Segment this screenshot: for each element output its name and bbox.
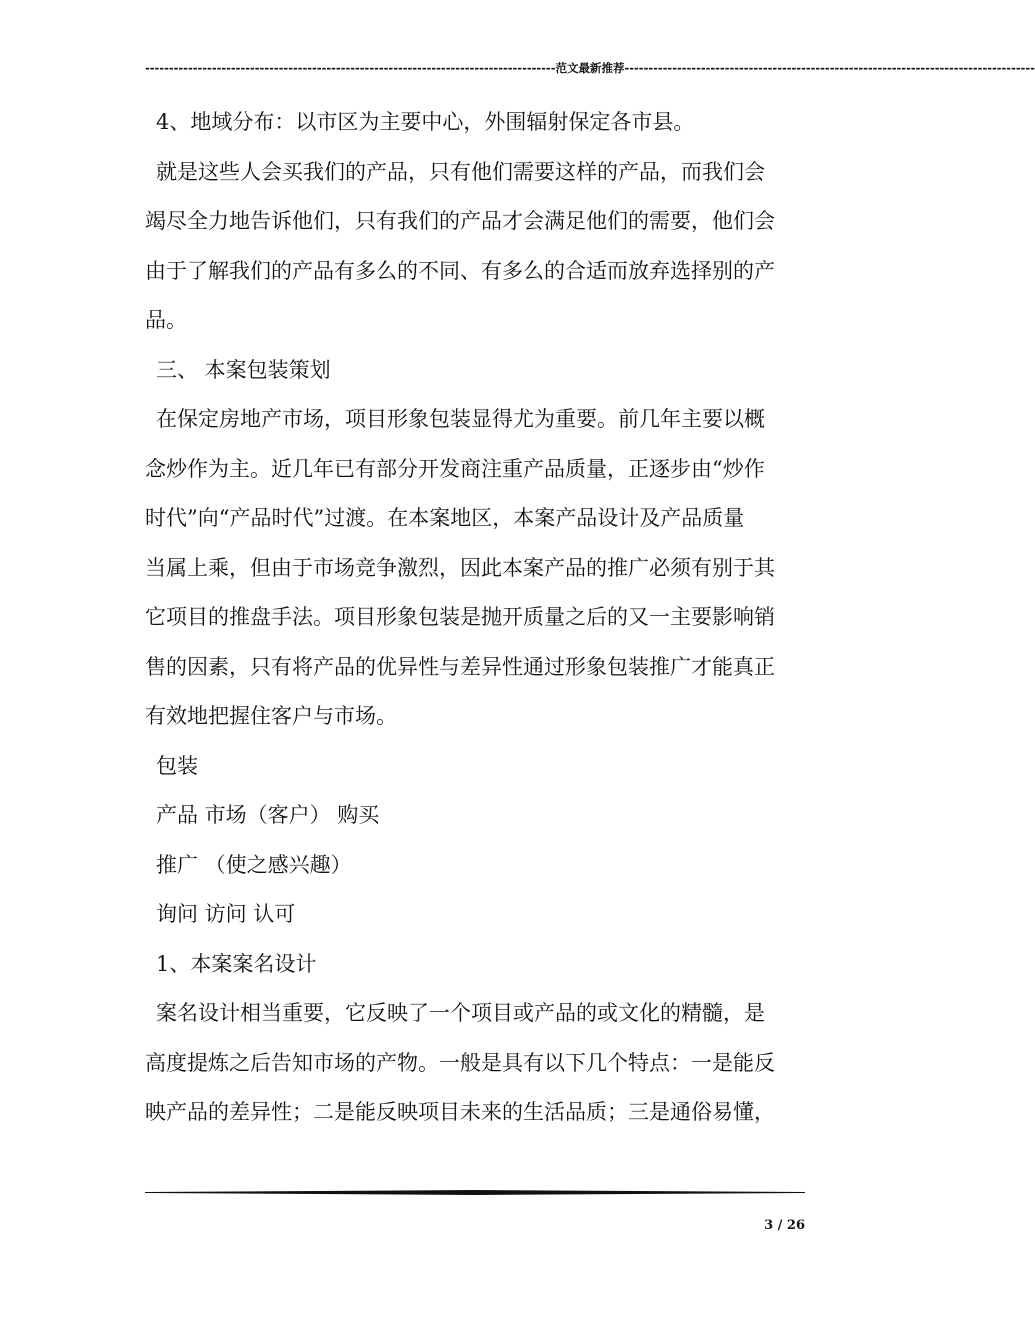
paragraph-line: 它项目的推盘手法。项目形象包装是抛开质量之后的又一主要影响销 xyxy=(145,605,775,629)
paragraph-line: 时代”向“产品时代”过渡。在本案地区，本案产品设计及产品质量 xyxy=(145,506,745,530)
paragraph-line: 当属上乘，但由于市场竞争激烈，因此本案产品的推广必须有别于其 xyxy=(145,555,775,580)
paragraph-line: 念炒作为主。近几年已有部分开发商注重产品质量，正逐步由“炒作 xyxy=(145,456,765,481)
diagram-label-packaging: 包装 xyxy=(156,753,198,778)
paragraph-line: 由于了解我们的产品有多么的不同、有多么的合适而放弃选择别的产 xyxy=(145,258,775,283)
page-header: --------------------------------------------------------------------------------------范文最新推荐-------------------------------------------------------------------------------------- xyxy=(145,61,1035,75)
section-heading: 三、 本案包装策划 xyxy=(156,357,331,382)
paragraph-line: 售的因素，只有将产品的优异性与差异性通过形象包装推广才能真正 xyxy=(145,654,775,679)
subsection-heading: 1、本案案名设计 xyxy=(156,951,317,976)
paragraph-line: 有效地把握住客户与市场。 xyxy=(145,704,397,728)
paragraph-line: 就是这些人会买我们的产品，只有他们需要这样的产品，而我们会 xyxy=(156,159,765,184)
page-number: 3 / 26 xyxy=(764,1218,805,1233)
paragraph-line: 4、地域分布：以市区为主要中心，外围辐射保定各市县。 xyxy=(156,110,695,134)
paragraph-line: 竭尽全力地告诉他们，只有我们的产品才会满足他们的需要，他们会 xyxy=(145,209,775,233)
paragraph-line: 案名设计相当重要，它反映了一个项目或产品的或文化的精髓，是 xyxy=(156,1001,765,1025)
footer-divider xyxy=(145,1190,805,1195)
paragraph-line: 在保定房地产市场，项目形象包装显得尤为重要。前几年主要以概 xyxy=(156,407,765,431)
document-body xyxy=(145,98,810,1138)
paragraph-line: 品。 xyxy=(145,308,187,332)
diagram-label-promotion: 推广 （使之感兴趣） xyxy=(156,852,352,877)
diagram-label-product-market: 产品 市场（客户） 购买 xyxy=(156,803,380,827)
paragraph-line: 高度提炼之后告知市场的产物。一般是具有以下几个特点：一是能反 xyxy=(145,1050,775,1075)
paragraph-line: 映产品的差异性；二是能反映项目未来的生活品质；三是通俗易懂， xyxy=(145,1100,775,1124)
diagram-label-inquiry: 询问 访问 认可 xyxy=(156,902,296,926)
